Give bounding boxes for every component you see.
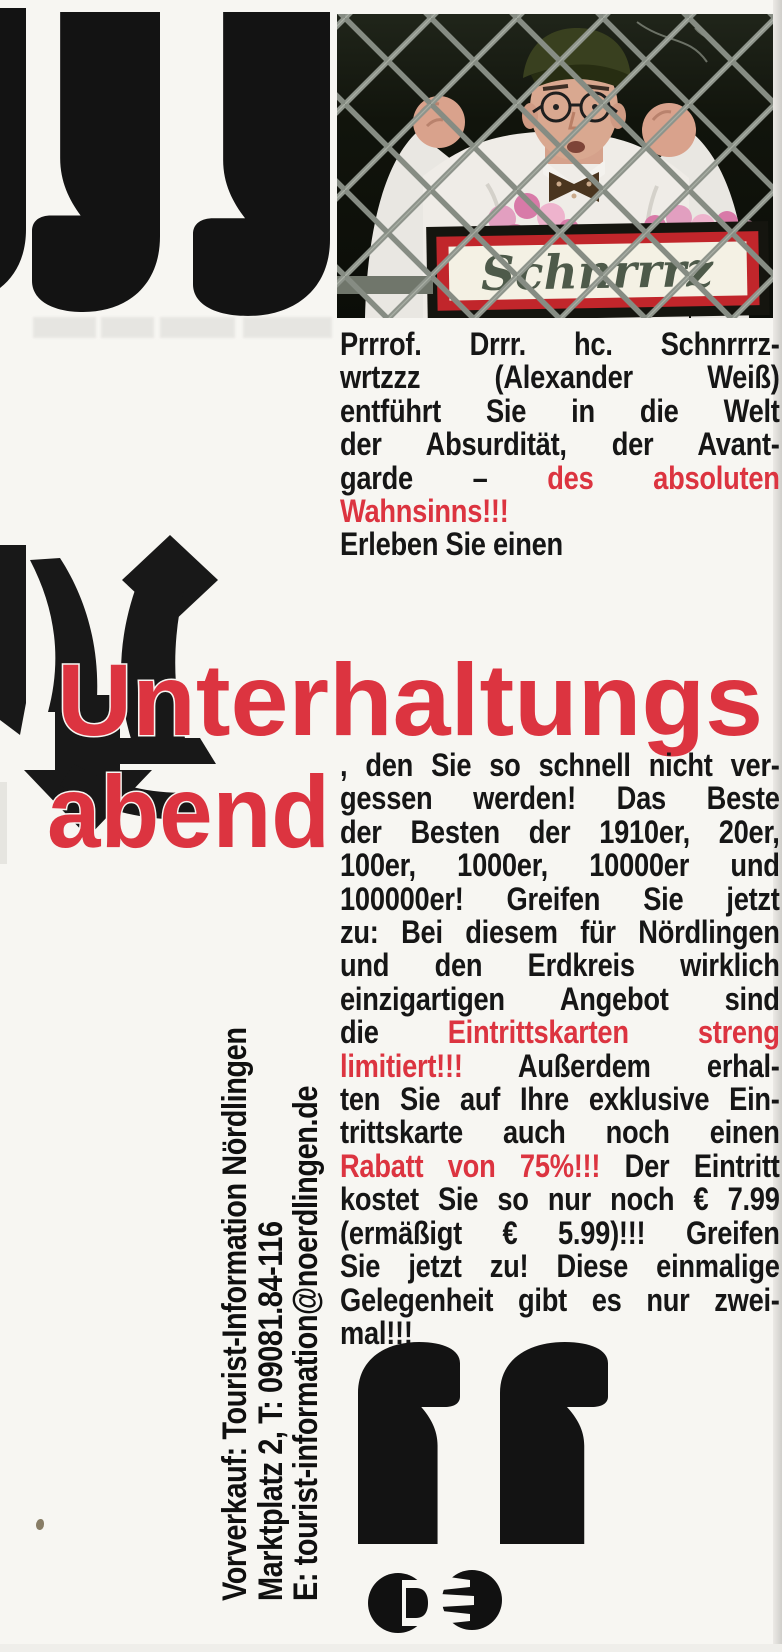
headline-word-2: abend <box>47 755 330 860</box>
text-segment: gessen werden! Das Beste <box>340 780 780 817</box>
text-segment: mal!!! <box>340 1314 413 1351</box>
text-line <box>340 428 780 461</box>
text-segment: Erleben Sie einen <box>340 526 563 563</box>
contact-address-phone-line: Marktplatz 2, T: 09081.84-116 <box>251 1221 290 1601</box>
text-segment: limitiert!!! <box>340 1047 463 1084</box>
logo-icons <box>362 1568 512 1638</box>
contact-block <box>218 968 325 1601</box>
contact-email-line: E: tourist-information@noerdlingen.de <box>287 1086 325 1601</box>
text-line <box>340 1116 780 1149</box>
text-segment: trittskarte auch noch einen <box>340 1114 780 1151</box>
text-segment: Prrrof. Drrr. hc. Schnrrrz- <box>340 326 780 362</box>
text-segment: (ermäßigt € 5.99)!!! Greifen <box>340 1214 780 1251</box>
scan-edge-bottom <box>0 1644 782 1652</box>
logo-e-icon <box>440 1570 502 1630</box>
ghost-band <box>33 317 96 338</box>
text-line <box>340 459 780 496</box>
contact-presale-line: Vorverkauf: Tourist-Information Nördlingen <box>216 1027 254 1601</box>
ghost-band <box>160 317 235 338</box>
text-segment: der Absurdität, der Avant- <box>340 426 780 463</box>
paper-speck <box>36 1519 44 1530</box>
text-segment: und den Erdkreis wirklich <box>340 947 780 984</box>
text-line <box>340 1047 780 1084</box>
text-line <box>340 980 780 1017</box>
text-segment: kostet Sie so nur noch € 7.99 <box>340 1181 780 1218</box>
headline-word-1: Unterhaltungs <box>57 643 764 757</box>
ghost-band <box>243 317 332 338</box>
text-line <box>340 782 780 815</box>
text-line <box>340 749 780 782</box>
text-line <box>340 849 780 882</box>
open-quote-icon <box>193 12 330 316</box>
text-line <box>340 1147 780 1184</box>
text-segment: der Besten der 1910er, 20er, <box>340 813 780 850</box>
body-paragraph <box>340 749 780 1350</box>
text-segment: Eintrittskarten streng <box>447 1014 780 1051</box>
text-segment: 100er, 1000er, 10000er und <box>340 847 780 884</box>
ghost-band <box>101 317 154 338</box>
text-line <box>340 880 780 917</box>
text-segment: 100000er! Greifen Sie jetzt <box>340 880 780 917</box>
logo-d-icon <box>368 1573 432 1633</box>
text-line <box>340 392 780 429</box>
intro-paragraph <box>340 328 780 562</box>
text-line <box>340 1083 780 1116</box>
text-line <box>340 813 780 850</box>
text-line <box>340 1281 780 1318</box>
text-segment: ten Sie auf Ihre exklusive Ein- <box>340 1081 780 1118</box>
text-line <box>340 361 780 394</box>
close-quote-icon <box>500 1342 608 1544</box>
fence-overlay <box>337 14 773 318</box>
text-segment: Gelegenheit gibt es nur zwei- <box>340 1281 780 1318</box>
text-segment: des absoluten <box>547 459 780 496</box>
text-segment: , den Sie so schnell nicht ver- <box>340 747 780 783</box>
photo <box>337 14 773 318</box>
text-line <box>340 1214 780 1251</box>
text-line <box>340 1016 780 1049</box>
text-line <box>340 916 780 949</box>
text-segment: Sie jetzt zu! Diese einmalige <box>340 1248 780 1285</box>
text-segment: einzigartigen Angebot sind <box>340 980 780 1017</box>
text-segment: wrtzzz (Alexander Weiß) <box>340 359 780 396</box>
open-quote-icon <box>0 8 26 304</box>
text-line <box>340 495 780 528</box>
text-segment: zu: Bei diesem für Nördlingen <box>340 914 780 951</box>
open-quote-icon <box>32 12 160 312</box>
text-segment: Der Eintritt <box>600 1147 780 1184</box>
text-segment: die <box>340 1014 448 1051</box>
text-segment: entführt Sie in die Welt <box>340 392 780 429</box>
text-segment: garde – <box>340 459 548 496</box>
text-segment: Außerdem erhal- <box>462 1047 780 1084</box>
text-line <box>340 328 780 361</box>
text-segment: Rabatt von 75%!!! <box>340 1147 601 1184</box>
close-quote-icon <box>358 1342 460 1544</box>
text-line <box>340 1250 780 1283</box>
text-segment: Wahnsinns!!! <box>340 493 509 530</box>
text-line <box>340 1183 780 1216</box>
text-line <box>340 949 780 982</box>
